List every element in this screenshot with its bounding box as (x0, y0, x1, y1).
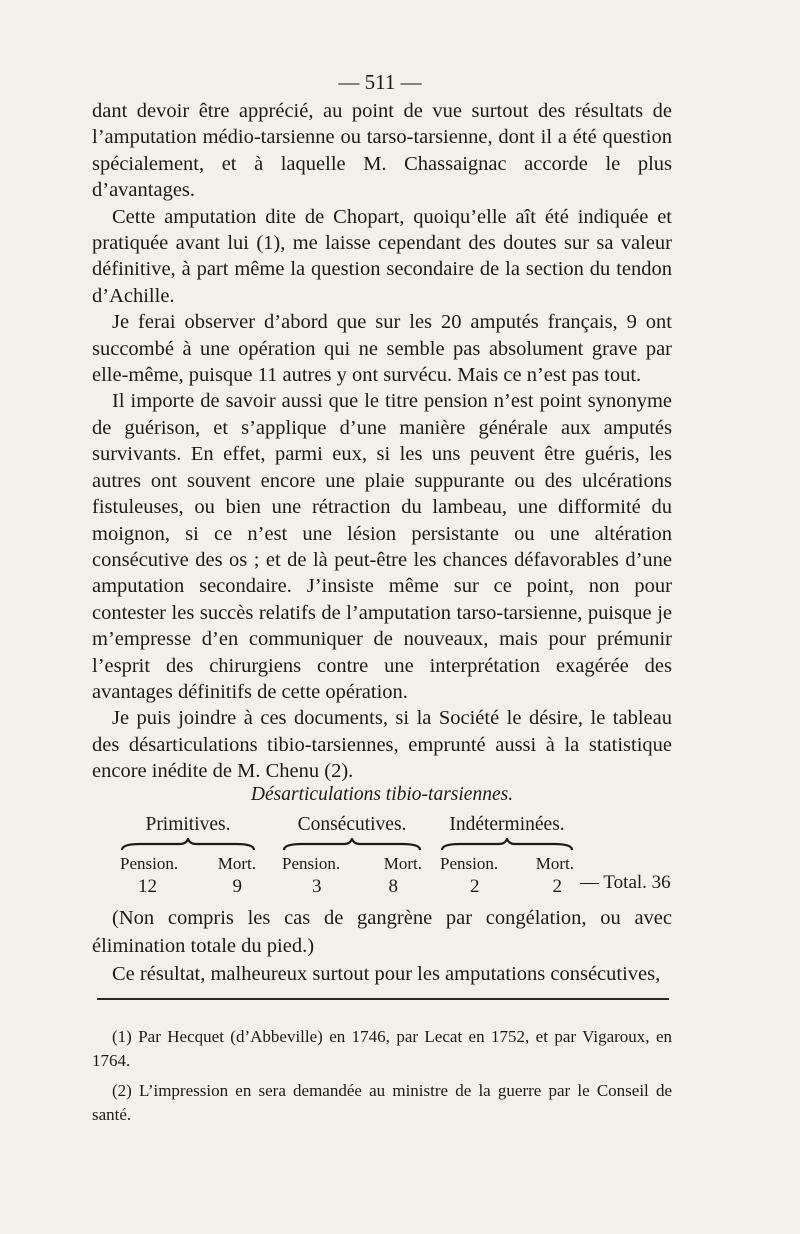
cell-value: 2 (470, 876, 480, 897)
footnote-1: (1) Par Hecquet (d’Abbeville) en 1746, par Lecat en 1752, et par Vigaroux, en 1764. (92, 1027, 672, 1070)
paragraph-6: (Non compris les cas de gangrène par congélation, ou avec élimination totale du pied.) (92, 907, 672, 957)
cell-value: 8 (388, 876, 398, 897)
paragraph-3: Je ferai observer d’abord que sur les 20 amputés français, 9 ont succombé à une opération qui ne semble pas absolument grave par elle-même, puisque 11 autres y ont survécu. Mais ce n’est pas tout. (92, 311, 672, 387)
paragraph-7: Ce résultat, malheureux surtout pour les amputations consécutives, (112, 963, 661, 985)
group-indeterminees (440, 814, 574, 898)
paragraph-5: Je puis joindre à ces documents, si la Société le désire, le tableau des désarticulations tibio-tarsiennes, emprunté aussi à la statistique encore inédite de M. Chenu (2). (92, 707, 672, 783)
statistics-table (92, 784, 672, 898)
table-groups (92, 814, 672, 898)
cell-value: 2 (552, 876, 562, 897)
col-mort: Mort. (383, 854, 422, 873)
brace-icon (282, 838, 422, 852)
footnote-2: (2) L’impression en sera demandée au ministre de la guerre par le Conseil de santé. (92, 1081, 672, 1124)
page-number: — 511 — (338, 70, 422, 94)
cell-value: 3 (312, 876, 322, 897)
col-mort: Mort. (535, 854, 574, 873)
group-heading: Consécutives. (297, 814, 407, 835)
group-primitives (120, 814, 256, 898)
brace-icon (120, 838, 256, 852)
col-pension: Pension. (120, 854, 179, 873)
footnotes (92, 1025, 672, 1133)
after-table-text (92, 904, 672, 988)
col-mort: Mort. (217, 854, 256, 873)
table-title: Désarticulations tibio-tarsiennes. (250, 784, 514, 805)
cell-value: 12 (138, 876, 157, 897)
group-heading: Indéterminées. (449, 814, 565, 835)
total-label: — Total. 36 (580, 872, 671, 893)
paragraph-4: Il importe de savoir aussi que le titre pension n’est point synonyme de guérison, et s’applique d’une manière générale aux amputés survivants. En effet, parmi eux, si les uns peuvent être guéris, les autres ont souvent encore une plaie suppurante ou des ulcérations fistuleuses, ou bien une rétraction du lambeau, une difformité du moignon, si ce n’est une lésion persistante ou une altération consécutive des os ; et de là peut-être les chances défavorables d’une amputation secondaire. J’insiste même sur ce point, non pour contester les succès relatifs de l’amputation tarso-tarsienne, puisque je m’empresse d’en communiquer de nouveaux, mais pour prémunir l’esprit des chirurgiens contre une interprétation exagérée des avantages définitifs de cette opération. (92, 390, 672, 703)
group-heading: Primitives. (145, 814, 231, 835)
paragraph-1: dant devoir être apprécié, au point de vue surtout des résultats de l’amputation médio-tarsienne ou tarso-tarsienne, dont il a été question spécialement, et à laquelle M. Chassaignac accorde le plus d’avantages. (92, 100, 672, 202)
col-pension: Pension. (282, 854, 341, 873)
group-consecutives (282, 814, 422, 898)
main-text (92, 98, 672, 785)
cell-value: 9 (232, 876, 242, 897)
paragraph-2: Cette amputation dite de Chopart, quoiqu’elle aît été indiquée et pratiquée avant lui (1), me laisse cependant des doutes sur sa valeur définitive, à part même la question secondaire de la section du tendon d’Achille. (92, 205, 672, 307)
col-pension: Pension. (440, 854, 499, 873)
footnote-divider (97, 998, 669, 1000)
brace-icon (440, 838, 574, 852)
